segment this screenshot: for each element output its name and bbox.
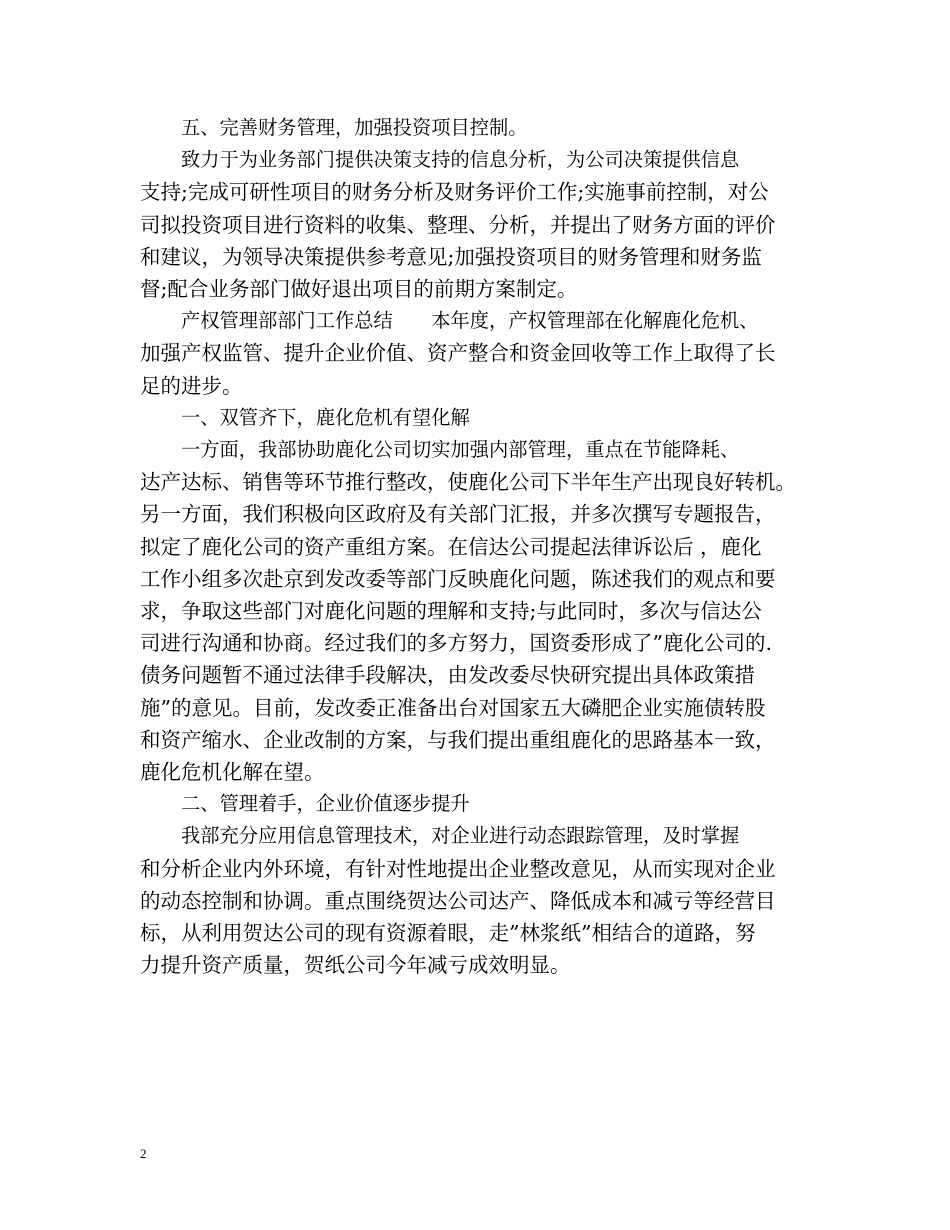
text-line: 拟定了鹿化公司的资产重组方案。在信达公司提起法律诉讼后 ，鹿化 xyxy=(140,534,762,559)
text-line: 司拟投资项目进行资料的收集、整理、分析，并提出了财务方面的评价 xyxy=(140,212,776,237)
section-heading xyxy=(140,112,815,144)
section-heading xyxy=(140,402,815,434)
text-line: 施”的意见。目前，发改委正准备出台对国家五大磷肥企业实施债转股 xyxy=(140,695,766,720)
body-paragraph xyxy=(140,820,815,981)
body-paragraph xyxy=(140,305,815,402)
text-line: 鹿化危机化解在望。 xyxy=(140,760,325,785)
document-body xyxy=(140,112,815,981)
text-line: 致力于为业务部门提供决策支持的信息分析，为公司决策提供信息 xyxy=(181,148,740,172)
body-paragraph xyxy=(140,434,815,788)
text-line: 标，从利用贺达公司的现有资源着眼，走”林浆纸”相结合的道路，努 xyxy=(140,921,756,946)
text-line: 一、双管齐下，鹿化危机有望化解 xyxy=(181,405,470,429)
text-line: 债务问题暂不通过法律手段解决，由发改委尽快研究提出具体政策措 xyxy=(140,663,755,688)
text-line: 产权管理部部门工作总结 本年度，产权管理部在化解鹿化危机、 xyxy=(181,309,759,333)
text-line: 支持;完成可研性项目的财务分析及财务评价工作;实施事前控制，对公 xyxy=(140,180,769,205)
text-line: 司进行沟通和协商。经过我们的多方努力，国资委形成了”鹿化公司的. xyxy=(140,631,772,656)
text-line: 五、完善财务管理，加强投资项目控制。 xyxy=(181,116,528,139)
text-line: 足的进步。 xyxy=(140,373,243,398)
text-line: 和分析企业内外环境，有针对性地提出企业整改意见，从而实现对企业 xyxy=(140,856,776,881)
page-number: 2 xyxy=(140,1146,147,1161)
text-line: 一方面，我部协助鹿化公司切实加强内部管理，重点在节能降耗、 xyxy=(181,438,740,462)
text-line: 和建议，为领导决策提供参考意见;加强投资项目的财务管理和财务监 xyxy=(140,244,762,269)
text-line: 工作小组多次赴京到发改委等部门反映鹿化问题，陈述我们的观点和要 xyxy=(140,566,776,591)
body-paragraph xyxy=(140,144,815,305)
section-heading xyxy=(140,788,815,820)
text-line: 和资产缩水、企业改制的方案，与我们提出重组鹿化的思路基本一致， xyxy=(140,727,776,752)
text-line: 力提升资产质量，贺纸公司今年减亏成效明显。 xyxy=(140,953,571,978)
text-line: 加强产权监管、提升企业价值、资产整合和资金回收等工作上取得了长 xyxy=(140,341,776,366)
text-line: 的动态控制和协调。重点围绕贺达公司达产、降低成本和减亏等经营目 xyxy=(140,888,776,913)
text-line: 达产达标、销售等环节推行整改，使鹿化公司下半年生产出现良好转机。 xyxy=(140,470,796,495)
text-line: 我部充分应用信息管理技术，对企业进行动态跟踪管理，及时掌握 xyxy=(181,824,740,848)
text-line: 另一方面，我们积极向区政府及有关部门汇报，并多次撰写专题报告， xyxy=(140,502,776,527)
text-line: 求，争取这些部门对鹿化问题的理解和支持;与此同时，多次与信达公 xyxy=(140,599,762,624)
text-line: 督;配合业务部门做好退出项目的前期方案制定。 xyxy=(140,277,578,302)
text-line: 二、管理着手，企业价值逐步提升 xyxy=(181,792,470,816)
